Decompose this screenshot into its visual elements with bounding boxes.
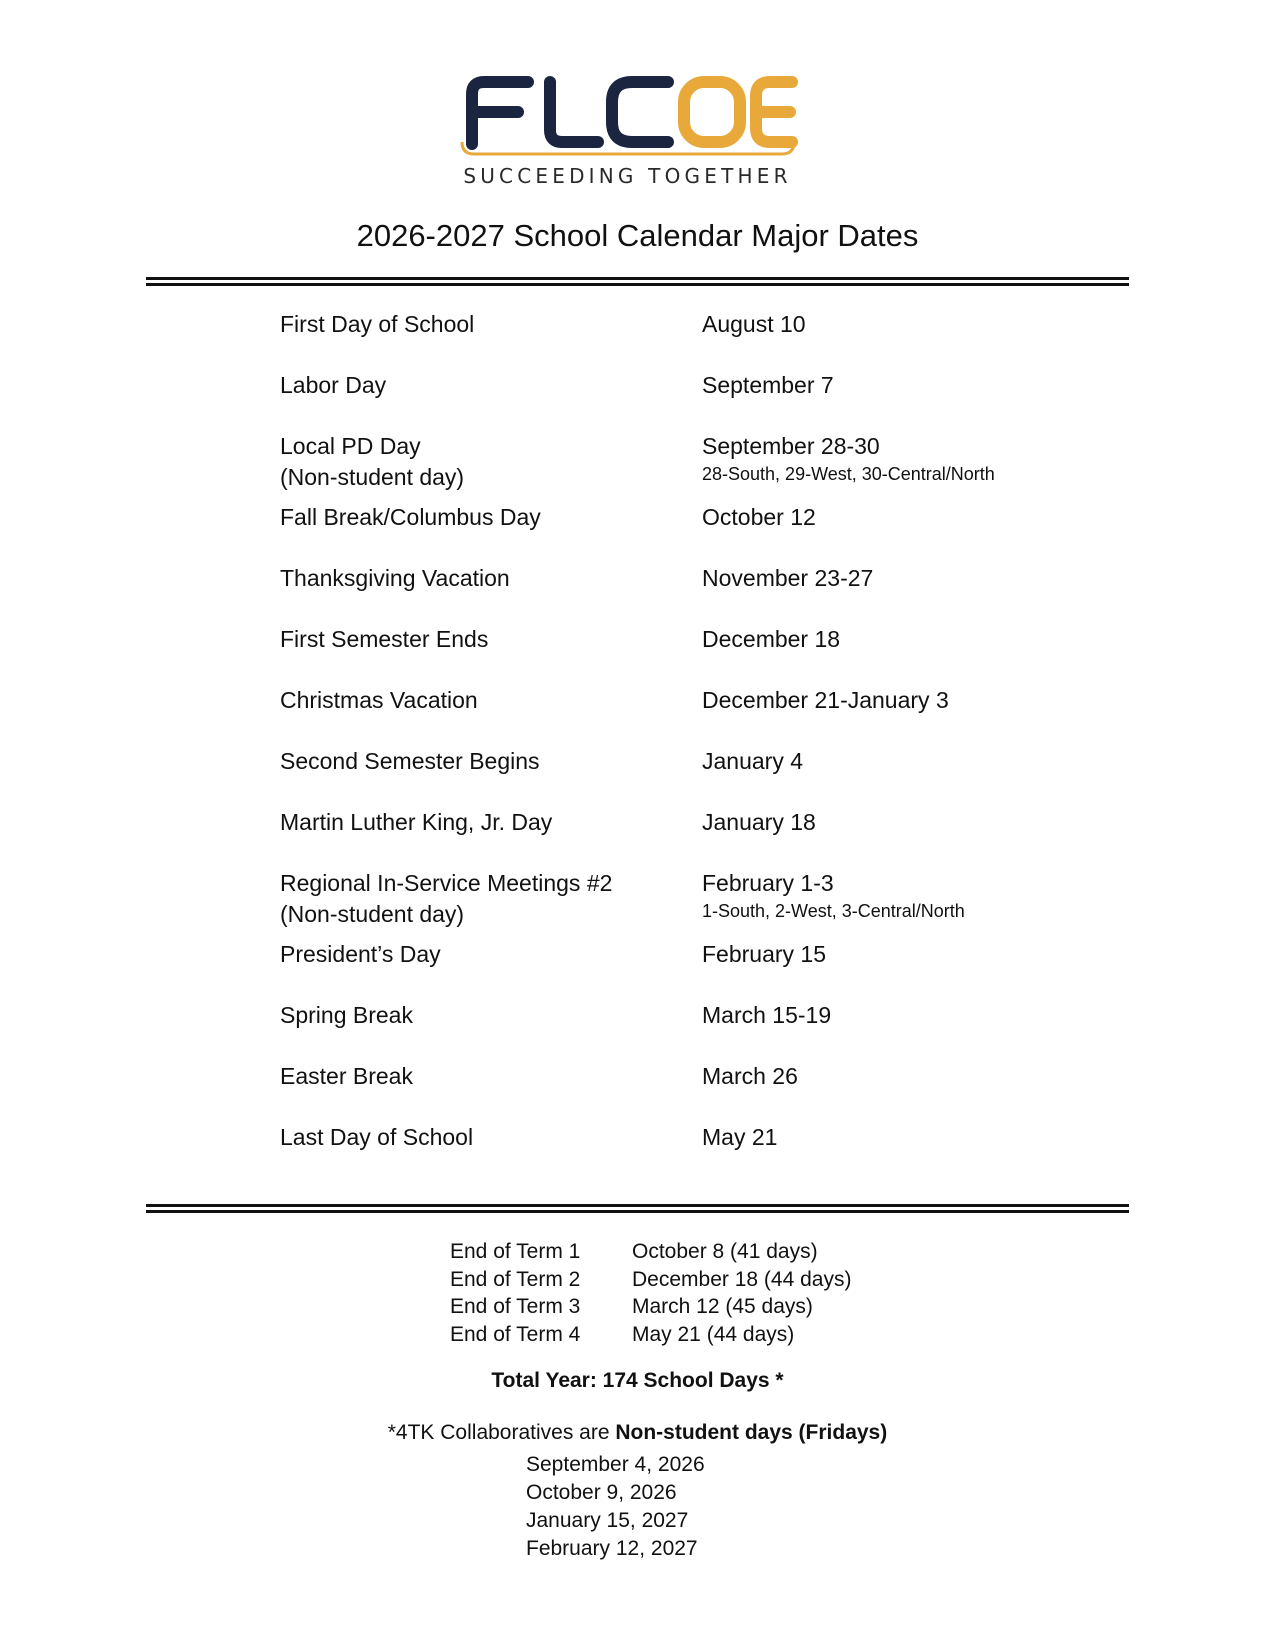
event-label: First Day of School	[280, 311, 475, 337]
flcoe-logo-graphic	[460, 72, 800, 164]
event-label-sub: (Non-student day)	[280, 901, 465, 927]
collab-date: October 9, 2026	[526, 1481, 677, 1504]
term-label: End of Term 3	[450, 1295, 581, 1318]
term-label: End of Term 2	[450, 1267, 581, 1291]
event-date: March 26	[702, 1063, 798, 1089]
collab-note-prefix: *4TK Collaboratives are	[387, 1421, 616, 1444]
event-label: Last Day of School	[280, 1124, 474, 1150]
term-label: End of Term 1	[450, 1240, 581, 1263]
event-date-sub: 1-South, 2-West, 3-Central/North	[702, 901, 965, 921]
collab-note	[0, 1421, 1275, 1445]
event-date: September 7	[702, 372, 834, 398]
event-label: Christmas Vacation	[280, 687, 478, 713]
collab-note-bold: Non-student days (Fridays)	[615, 1421, 888, 1444]
event-label-group	[280, 431, 700, 493]
term-value: March 12 (45 days)	[632, 1295, 813, 1318]
event-date: December 18	[702, 626, 841, 652]
total-school-days: Total Year: 174 School Days *	[491, 1369, 784, 1392]
event-date-sub: 28-South, 29-West, 30-Central/North	[702, 464, 995, 484]
event-date: March 15-19	[702, 1002, 832, 1028]
term-value: December 18 (44 days)	[632, 1267, 852, 1291]
event-date: January 18	[702, 809, 816, 835]
bottom-divider-line-1	[146, 1204, 1129, 1207]
event-date: September 28-30	[702, 433, 880, 459]
event-label: Spring Break	[280, 1002, 413, 1028]
top-divider-line-1	[146, 277, 1129, 280]
event-label: Martin Luther King, Jr. Day	[280, 809, 553, 835]
event-date: August 10	[702, 311, 806, 337]
event-date: May 21	[702, 1124, 778, 1150]
event-date: October 12	[702, 504, 816, 530]
event-label: Regional In-Service Meetings #2	[280, 870, 613, 896]
event-date: February 15	[702, 941, 827, 967]
event-label: Local PD Day	[280, 433, 421, 459]
collab-date: February 12, 2027	[526, 1537, 698, 1560]
event-date: December 21-January 3	[702, 687, 949, 713]
collab-dates-list	[526, 1451, 705, 1563]
event-date-group	[702, 868, 1122, 923]
event-label: President’s Day	[280, 941, 441, 967]
collab-date: January 15, 2027	[526, 1509, 689, 1532]
event-date: February 1-3	[702, 870, 834, 896]
term-label: End of Term 4	[450, 1322, 581, 1346]
term-value: October 8 (41 days)	[632, 1240, 818, 1263]
event-label-sub: (Non-student day)	[280, 464, 465, 490]
logo-tagline: SUCCEEDING TOGETHER	[463, 164, 792, 188]
top-divider-line-2	[146, 283, 1129, 286]
event-label: Second Semester Begins	[280, 748, 540, 774]
event-label: Thanksgiving Vacation	[280, 565, 510, 591]
event-label: First Semester Ends	[280, 626, 489, 652]
event-label-group	[280, 868, 700, 930]
event-date: November 23-27	[702, 565, 874, 591]
event-label: Labor Day	[280, 372, 387, 398]
event-label: Fall Break/Columbus Day	[280, 504, 541, 530]
bottom-divider-line-2	[146, 1210, 1129, 1213]
event-date-group	[702, 431, 1122, 486]
page-title: 2026-2027 School Calendar Major Dates	[356, 218, 919, 253]
event-date: January 4	[702, 748, 804, 774]
collab-date: September 4, 2026	[526, 1453, 705, 1476]
event-label: Easter Break	[280, 1063, 413, 1089]
flcoe-logo	[460, 72, 820, 192]
term-value: May 21 (44 days)	[632, 1322, 795, 1346]
